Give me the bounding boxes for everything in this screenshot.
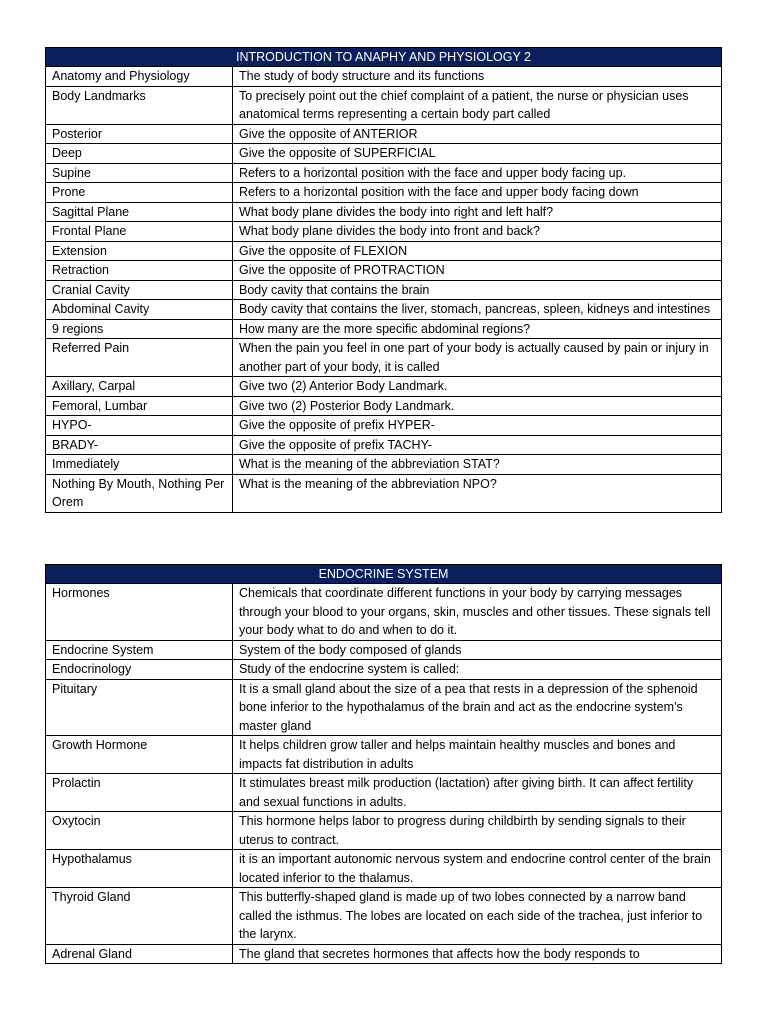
table-row — [46, 888, 722, 945]
definition-cell: Give the opposite of SUPERFICIAL — [233, 144, 722, 164]
term-cell: Referred Pain — [46, 339, 233, 377]
term-cell: Endocrinology — [46, 660, 233, 680]
definition-cell: What body plane divides the body into front and back? — [233, 222, 722, 242]
term-cell: Frontal Plane — [46, 222, 233, 242]
table-row — [46, 850, 722, 888]
definition-cell: What body plane divides the body into right and left half? — [233, 202, 722, 222]
table-row — [46, 86, 722, 124]
table-body — [46, 67, 722, 513]
term-cell: Sagittal Plane — [46, 202, 233, 222]
definition-cell: Body cavity that contains the liver, stomach, pancreas, spleen, kidneys and intestines — [233, 300, 722, 320]
definition-cell: Give two (2) Posterior Body Landmark. — [233, 396, 722, 416]
section-title: ENDOCRINE SYSTEM — [46, 565, 722, 584]
table-row — [46, 144, 722, 164]
table-row — [46, 163, 722, 183]
table-row — [46, 319, 722, 339]
term-cell: Femoral, Lumbar — [46, 396, 233, 416]
definition-cell: Study of the endocrine system is called: — [233, 660, 722, 680]
table-row — [46, 241, 722, 261]
term-cell: Axillary, Carpal — [46, 377, 233, 397]
term-cell: Nothing By Mouth, Nothing Per Orem — [46, 474, 233, 512]
definition-cell: System of the body composed of glands — [233, 640, 722, 660]
table-row — [46, 944, 722, 964]
table-row — [46, 455, 722, 475]
table-row — [46, 377, 722, 397]
definition-cell: Give the opposite of FLEXION — [233, 241, 722, 261]
table-row — [46, 67, 722, 87]
definition-cell: It helps children grow taller and helps maintain healthy muscles and bones and impacts fat distribution in adults — [233, 736, 722, 774]
table-row — [46, 416, 722, 436]
term-cell: Posterior — [46, 124, 233, 144]
definition-cell: When the pain you feel in one part of your body is actually caused by pain or injury in another part of your body, it is called — [233, 339, 722, 377]
definition-cell: The study of body structure and its functions — [233, 67, 722, 87]
definition-cell: The gland that secretes hormones that affects how the body responds to — [233, 944, 722, 964]
table-row — [46, 261, 722, 281]
intro-anaphy-table — [45, 47, 722, 513]
term-cell: HYPO- — [46, 416, 233, 436]
section-title: INTRODUCTION TO ANAPHY AND PHYSIOLOGY 2 — [46, 48, 722, 67]
definition-cell: To precisely point out the chief complaint of a patient, the nurse or physician uses anatomical terms representing a certain body part called — [233, 86, 722, 124]
definition-cell: Give the opposite of prefix HYPER- — [233, 416, 722, 436]
table-row — [46, 339, 722, 377]
definition-cell: Refers to a horizontal position with the face and upper body facing up. — [233, 163, 722, 183]
table-row — [46, 584, 722, 641]
term-cell: Adrenal Gland — [46, 944, 233, 964]
term-cell: Growth Hormone — [46, 736, 233, 774]
table-body — [46, 584, 722, 964]
term-cell: Anatomy and Physiology — [46, 67, 233, 87]
table-row — [46, 222, 722, 242]
table-row — [46, 396, 722, 416]
table-row — [46, 435, 722, 455]
term-cell: Abdominal Cavity — [46, 300, 233, 320]
table-row — [46, 736, 722, 774]
table-row — [46, 660, 722, 680]
term-cell: Prone — [46, 183, 233, 203]
definition-cell: Refers to a horizontal position with the face and upper body facing down — [233, 183, 722, 203]
definition-cell: it is an important autonomic nervous system and endocrine control center of the brain located inferior to the thalamus. — [233, 850, 722, 888]
definition-cell: Body cavity that contains the brain — [233, 280, 722, 300]
term-cell: BRADY- — [46, 435, 233, 455]
table-row — [46, 774, 722, 812]
definition-cell: Give two (2) Anterior Body Landmark. — [233, 377, 722, 397]
table-row — [46, 124, 722, 144]
definition-cell: Chemicals that coordinate different functions in your body by carrying messages through your blood to your organs, skin, muscles and other tissues. These signals tell your body what to do and when to do it. — [233, 584, 722, 641]
table-row — [46, 300, 722, 320]
definition-cell: What is the meaning of the abbreviation STAT? — [233, 455, 722, 475]
definition-cell: Give the opposite of PROTRACTION — [233, 261, 722, 281]
term-cell: 9 regions — [46, 319, 233, 339]
definition-cell: It stimulates breast milk production (lactation) after giving birth. It can affect fertility and sexual functions in adults. — [233, 774, 722, 812]
table-row — [46, 679, 722, 736]
endocrine-system-table — [45, 564, 722, 964]
table-row — [46, 474, 722, 512]
term-cell: Extension — [46, 241, 233, 261]
table-header-row — [46, 48, 722, 67]
table-row — [46, 812, 722, 850]
term-cell: Oxytocin — [46, 812, 233, 850]
term-cell: Endocrine System — [46, 640, 233, 660]
definition-cell: Give the opposite of prefix TACHY- — [233, 435, 722, 455]
term-cell: Pituitary — [46, 679, 233, 736]
term-cell: Hormones — [46, 584, 233, 641]
table-row — [46, 202, 722, 222]
table-row — [46, 280, 722, 300]
term-cell: Thyroid Gland — [46, 888, 233, 945]
definition-cell: What is the meaning of the abbreviation NPO? — [233, 474, 722, 512]
term-cell: Prolactin — [46, 774, 233, 812]
term-cell: Retraction — [46, 261, 233, 281]
term-cell: Supine — [46, 163, 233, 183]
table-header-row — [46, 565, 722, 584]
definition-cell: This hormone helps labor to progress during childbirth by sending signals to their uterus to contract. — [233, 812, 722, 850]
term-cell: Hypothalamus — [46, 850, 233, 888]
term-cell: Immediately — [46, 455, 233, 475]
definition-cell: It is a small gland about the size of a pea that rests in a depression of the sphenoid bone inferior to the hypothalamus of the brain and act as the endocrine system’s master gland — [233, 679, 722, 736]
term-cell: Body Landmarks — [46, 86, 233, 124]
definition-cell: Give the opposite of ANTERIOR — [233, 124, 722, 144]
definition-cell: This butterfly-shaped gland is made up of two lobes connected by a narrow band called the isthmus. The lobes are located on each side of the trachea, just inferior to the larynx. — [233, 888, 722, 945]
table-row — [46, 183, 722, 203]
term-cell: Cranial Cavity — [46, 280, 233, 300]
table-row — [46, 640, 722, 660]
term-cell: Deep — [46, 144, 233, 164]
definition-cell: How many are the more specific abdominal regions? — [233, 319, 722, 339]
